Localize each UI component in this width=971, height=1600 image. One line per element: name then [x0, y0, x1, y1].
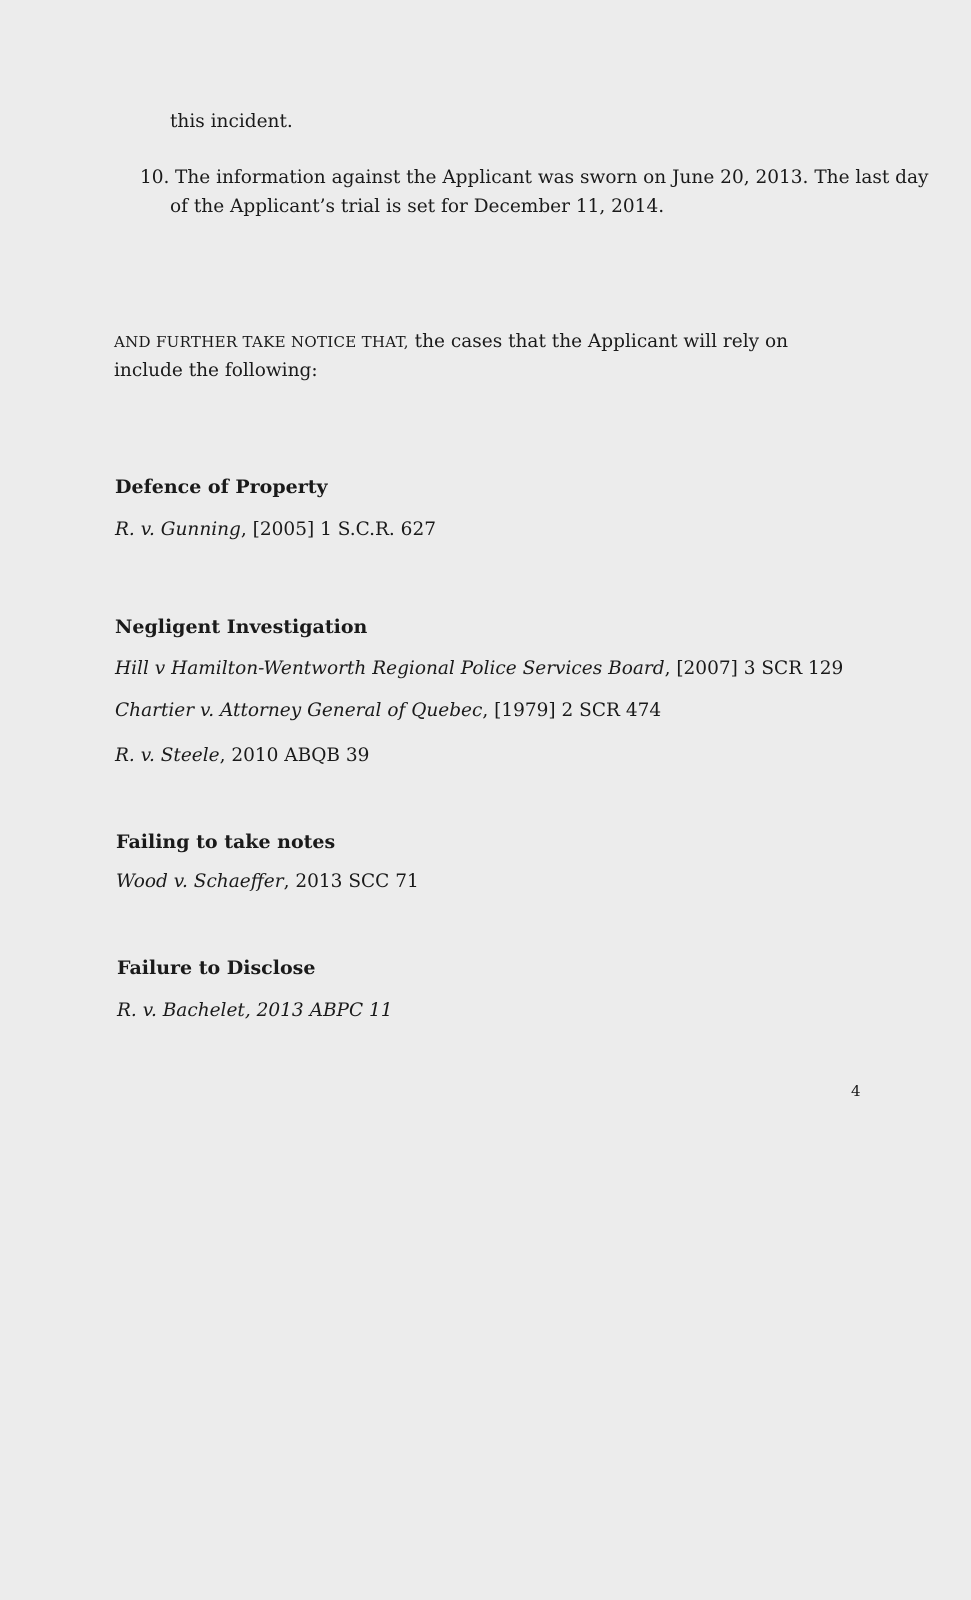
paragraph-line-1: The information against the Applicant was sworn on June 20, 2013. The last day: [175, 167, 929, 188]
case-reference: , 2010 ABQB 39: [219, 745, 370, 766]
case-citation: [116, 871, 419, 892]
notice-line-1: [114, 328, 788, 356]
case-citation: [115, 700, 661, 721]
case-reference: , [2007] 3 SCR 129: [664, 658, 844, 679]
case-citation: [117, 1000, 393, 1021]
section-heading-failure-to-disclose: Failure to Disclose: [117, 957, 316, 979]
case-reference: , 2013 SCC 71: [283, 871, 419, 892]
notice-line-2: include the following:: [114, 360, 318, 381]
case-reference: , [1979] 2 SCR 474: [482, 700, 662, 721]
notice-smallcaps: AND FURTHER TAKE NOTICE THAT,: [114, 333, 409, 351]
paragraph-number: 10.: [140, 167, 170, 188]
case-name: Chartier v. Attorney General of Quebec: [115, 700, 483, 721]
notice-line-1-rest: the cases that the Applicant will rely on: [408, 331, 788, 352]
section-heading-defence-of-property: Defence of Property: [115, 476, 328, 498]
section-heading-negligent-investigation: Negligent Investigation: [115, 616, 368, 638]
case-name: R. v. Bachelet, 2013 ABPC 11: [117, 1000, 393, 1021]
case-citation: [115, 745, 369, 766]
case-citation: [115, 519, 436, 540]
case-reference: , [2005] 1 S.C.R. 627: [240, 519, 436, 540]
case-name: Wood v. Schaeffer: [116, 871, 284, 892]
continuation-text: this incident.: [170, 111, 293, 132]
case-name: R. v. Gunning: [115, 519, 241, 540]
case-name: R. v. Steele: [115, 745, 220, 766]
paragraph-line-2: of the Applicant’s trial is set for December 11, 2014.: [170, 196, 665, 217]
case-citation: [115, 658, 843, 679]
case-name: Hill v Hamilton-Wentworth Regional Police Services Board: [115, 658, 665, 679]
section-heading-failing-to-take-notes: Failing to take notes: [116, 831, 336, 853]
page-number: 4: [851, 1082, 861, 1100]
